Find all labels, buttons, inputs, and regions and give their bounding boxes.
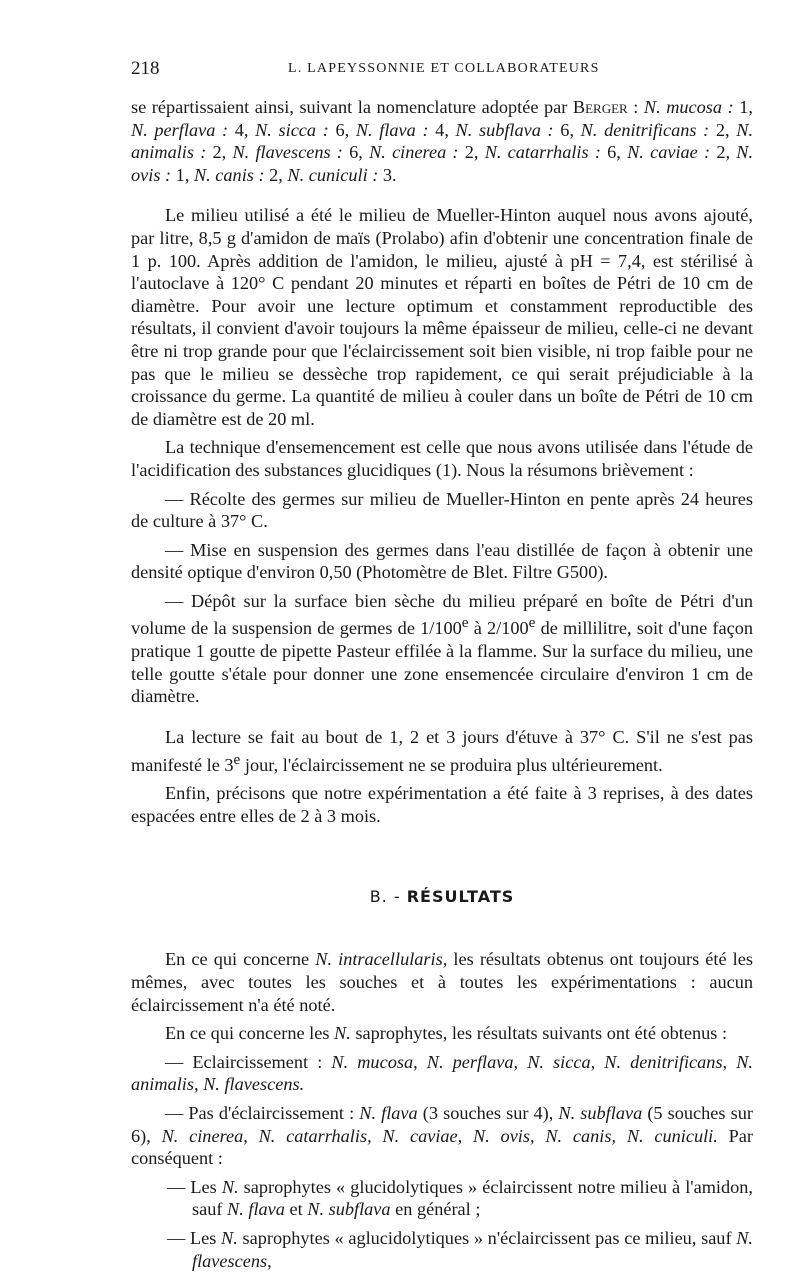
page-number: 218 — [131, 58, 160, 79]
section-title: RÉSULTATS — [406, 887, 515, 907]
p1-text-b: : — [627, 97, 644, 117]
conclusion-aglucidolytic: — Les N. saprophytes « aglucidolytiques » n'éclaircissent pas ce milieu, sauf N. flavescens, — [167, 1227, 753, 1271]
step-suspension: — Mise en suspension des germes dans l'eau distillée de façon à obtenir une densité optique d'environ 0,50 (Photomètre de Blet. Filtre G500). — [131, 539, 753, 583]
step-deposit: — Dépôt sur la surface bien sèche du milieu préparé en boîte de Pétri d'un volume de la suspension de germes de 1/100e à 2/100e de millilitre, soit d'une façon pratique 1 goutte de pipette Pasteur effilée à la flamme. Sur la surface du milieu, une telle goutte s'étale pour donner une zone ensemencée circulaire d'environ 1 cm de diamètre. — [131, 590, 753, 707]
running-head: L. LAPEYSSONNIE ET COLLABORATEURS — [288, 61, 600, 76]
paragraph-repetitions: Enfin, précisons que notre expérimentation a été faite à 3 reprises, à des dates espacées entre elles de 2 à 3 mois. — [131, 783, 753, 826]
conclusion-glucidolytic: — Les N. saprophytes « glucidolytiques » éclaircissent notre milieu à l'amidon, sauf N. flava et N. subflava en général ; — [167, 1176, 753, 1220]
paragraph-intracellularis: En ce qui concerne N. intracellularis, les résultats obtenus ont toujours été les mêmes, avec toutes les souches et à toutes les expérimentations : aucun éclaircissement n'a été noté. — [131, 949, 753, 1015]
section-heading — [131, 887, 753, 906]
paragraph-strain-distribution — [131, 96, 753, 186]
page-body — [131, 96, 753, 1272]
p1-text-a: se répartissaient ainsi, suivant la nomenclature adoptée par — [131, 97, 573, 117]
paragraph-medium: Le milieu utilisé a été le milieu de Mueller-Hinton auquel nous avons ajouté, par litre, 8,5 g d'amidon de maïs (Prolabo) afin d'obtenir une concentration finale de 1 p. 100. Après addition de l'amidon, le milieu, ajusté à pH = 7,4, est stérilisé à l'autoclave à 120° C pendant 20 minutes et réparti en boîtes de Pétri de 10 cm de diamètre. Pour avoir une lecture optimum et constamment reproductible des résultats, il convient d'avoir toujours la même épaisseur de milieu, celle-ci ne devant être ni trop grande pour que l'éclaircissement soit bien visible, ni trop faible pour ne pas que le milieu se dessèche trop rapidement, ce qui serait préjudiciable à la croissance du germe. La quantité de milieu à couler dans un boîte de Pétri de 10 cm de diamètre est de 20 ml. — [131, 205, 753, 429]
author-name: Berger — [572, 97, 628, 117]
paragraph-technique: La technique d'ensemencement est celle que nous avons utilisée dans l'étude de l'acidification des substances glucidiques (1). Nous la résumons brièvement : — [131, 437, 753, 480]
p1-species-list: N. mucosa : 1, N. perflava : 4, N. sicca : 6, N. flava : 4, N. subflava : 6, N. denitrificans : 2, N. animalis : 2, N. flavescens : 6, N. cinerea : 2, N. catarrhalis : 6, N. caviae : 2, N. ovis : 1, N. canis : 2, N. cuniculi : 3. — [131, 97, 754, 185]
step-harvest: — Récolte des germes sur milieu de Mueller-Hinton en pente après 24 heures de culture à 37° C. — [131, 488, 753, 532]
page-header — [131, 58, 753, 82]
result-clearing: — Eclaircissement : N. mucosa, N. perflava, N. sicca, N. denitrificans, N. animalis, N. flavescens. — [131, 1051, 753, 1095]
result-no-clearing: — Pas d'éclaircissement : N. flava (3 souches sur 4), N. subflava (5 souches sur 6), N. cinerea, N. catarrhalis, N. caviae, N. ovis, N. canis, N. cuniculi. Par conséquent : — [131, 1102, 753, 1169]
paragraph-saprophytes: En ce qui concerne les N. saprophytes, les résultats suivants ont été obtenus : — [165, 1023, 728, 1044]
section-prefix: B. - — [369, 887, 407, 907]
paragraph-reading: La lecture se fait au bout de 1, 2 et 3 jours d'étuve à 37° C. S'il ne s'est pas manifesté le 3e jour, l'éclaircissement ne se produira plus ultérieurement. — [131, 726, 753, 775]
